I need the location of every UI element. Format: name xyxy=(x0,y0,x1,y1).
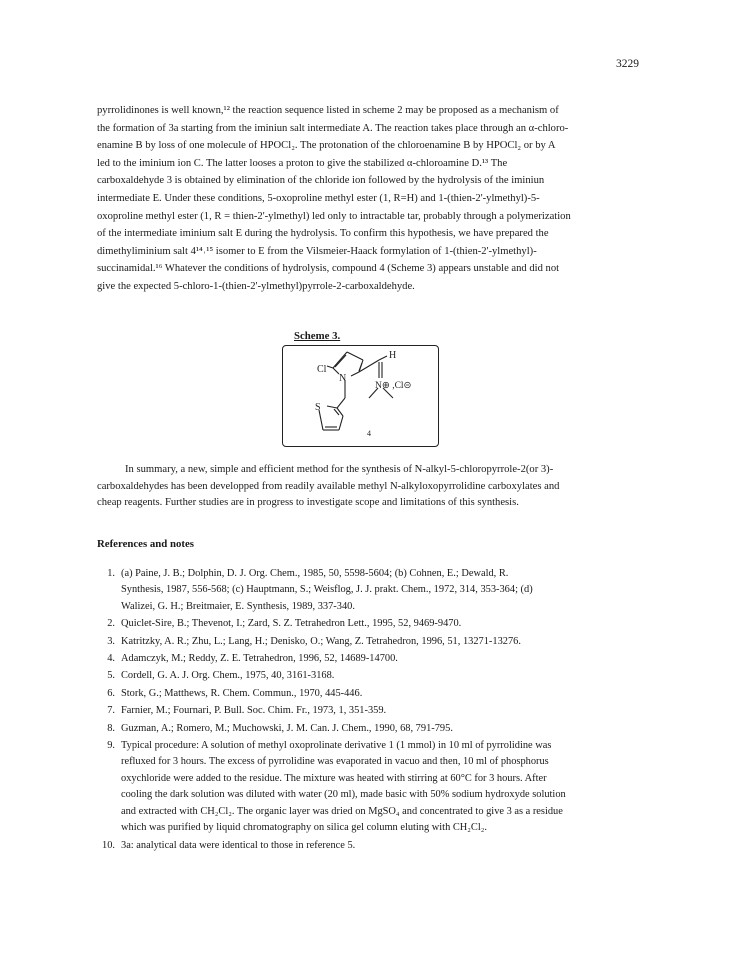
reference-number: 5. xyxy=(107,670,115,682)
body-line: the formation of 3a starting from the iminiun salt intermediate A. The reaction takes place through an α-chloro- xyxy=(97,122,569,134)
summary-line: In summary, a new, simple and efficient method for the synthesis of N-alkyl-5-chloropyrrole-2(or 3)- xyxy=(125,464,554,475)
reference-line: Guzman, A.; Romero, M.; Muchowski, J. M. Can. J. Chem., 1990, 68, 791-795. xyxy=(121,722,453,734)
bond xyxy=(319,410,323,430)
bond xyxy=(339,416,343,430)
bond xyxy=(351,372,359,376)
reference-line: Stork, G.; Matthews, R. Chem. Commun., 1970, 445-446. xyxy=(121,687,363,699)
reference-line: Cordell, G. A. J. Org. Chem., 1975, 40, 3161-3168. xyxy=(121,670,335,682)
chemical-structure xyxy=(283,346,440,448)
reference-line: and extracted with CH₂Cl₂. The organic layer was dried on MgSO₄ and concentrated to give 3 as a residue xyxy=(121,805,563,817)
summary-paragraph xyxy=(97,462,637,512)
reference-item xyxy=(97,721,642,737)
references-list xyxy=(97,566,642,855)
compound-number: 4 xyxy=(367,429,371,438)
reference-number: 2. xyxy=(107,618,115,630)
reference-number: 6. xyxy=(107,687,115,699)
n-atom-label: N xyxy=(339,373,347,384)
body-line: carboxaldehyde 3 is obtained by elimination of the chloride ion followed by the hydrolysis of the iminiun xyxy=(97,175,545,187)
reference-line: Typical procedure: A solution of methyl oxoprolinate derivative 1 (1 mmol) in 10 ml of pyrrolidine was xyxy=(121,740,552,752)
body-line: intermediate E. Under these conditions, 5-oxoproline methyl ester (1, R=H) and 1-(thien-2'-ylmethyl)-5- xyxy=(97,192,540,204)
reference-item xyxy=(97,668,642,684)
summary-line: carboxaldehydes has been developped from readily available methyl N-alkyloxopyrrolidine carboxylates and xyxy=(97,480,560,492)
reference-line: Adamczyk, M.; Reddy, Z. E. Tetrahedron, 1996, 52, 14689-14700. xyxy=(121,653,398,665)
scheme-3-structure xyxy=(282,345,439,447)
iminium-chloride-label: N⊕ ,Cl⊝ xyxy=(375,381,412,391)
bond xyxy=(337,398,345,408)
body-line: of the intermediate iminium salt E during the hydrolysis. To confirm this hypothesis, we have prepared the xyxy=(97,228,549,240)
reference-item xyxy=(97,616,642,632)
body-line: pyrrolidinones is well known,¹² the reaction sequence listed in scheme 2 may be proposed as a mechanism of xyxy=(97,105,559,116)
reference-item xyxy=(97,651,642,667)
reference-number: 8. xyxy=(107,722,115,734)
bond xyxy=(327,366,333,368)
summary-line: cheap reagents. Further studies are in progress to investigate scope and limitations of this synthesis. xyxy=(97,497,519,509)
reference-item xyxy=(97,634,642,650)
reference-number: 10. xyxy=(102,839,115,851)
bond xyxy=(359,363,362,371)
s-atom-label: S xyxy=(315,402,321,413)
reference-line: Quiclet-Sire, B.; Thevenot, I.; Zard, S. Z. Tetrahedron Lett., 1995, 52, 9469-9470. xyxy=(121,618,462,630)
bond xyxy=(337,408,343,416)
reference-number: 3. xyxy=(107,635,115,647)
body-line: enamine B by loss of one molecule of HPOCl₂. The protonation of the chloroenamine B by HPOCl₂ or by A xyxy=(97,140,556,152)
reference-item xyxy=(97,703,642,719)
body-line: succinamidal.¹⁶ Whatever the conditions of hydrolysis, compound 4 (Scheme 3) appears unstable and did not xyxy=(97,263,560,275)
reference-line: 3a: analytical data were identical to those in reference 5. xyxy=(121,839,356,851)
body-line: led to the iminium ion C. The latter looses a proton to give the stabilized α-chloroamine D.¹³ The xyxy=(97,157,508,169)
reference-number: 7. xyxy=(107,705,115,717)
reference-line: Synthesis, 1987, 556-568; (c) Hauptmann, S.; Weisflog, J. J. prakt. Chem., 1972, 314, 353-364; (d) xyxy=(121,584,533,596)
bond xyxy=(333,352,347,368)
reference-number: 1. xyxy=(107,568,115,579)
reference-line: (a) Paine, J. B.; Dolphin, D. J. Org. Chem., 1985, 50, 5598-5604; (b) Cohnen, E.; Dewald, R. xyxy=(121,568,509,579)
reference-number: 4. xyxy=(107,653,115,665)
references-heading: References and notes xyxy=(97,538,194,550)
reference-line: refluxed for 3 hours. The excess of pyrrolidine was evaporated in vacuo and then, 10 ml of phosphorus xyxy=(121,756,549,768)
body-line: give the expected 5-chloro-1-(thien-2'-ylmethyl)pyrrole-2-carboxaldehyde. xyxy=(97,280,415,292)
bond xyxy=(335,355,346,367)
bond xyxy=(347,352,363,360)
reference-number: 9. xyxy=(107,740,115,752)
h-atom-label: H xyxy=(389,350,397,361)
reference-line: Katritzky, A. R.; Zhu, L.; Lang, H.; Denisko, O.; Wang, Z. Tetrahedron, 1996, 51, 13271-13276. xyxy=(121,635,521,647)
page-number: 3229 xyxy=(616,58,639,70)
reference-item xyxy=(97,838,642,854)
body-paragraph xyxy=(97,102,637,296)
body-line: oxoproline methyl ester (1, R = thien-2'-ylmethyl) led only to intractable tar, probably through a polymerization xyxy=(97,210,571,222)
reference-line: Farnier, M.; Fournari, P. Bull. Soc. Chim. Fr., 1973, 1, 351-359. xyxy=(121,705,387,717)
scheme-title: Scheme 3. xyxy=(294,330,341,342)
reference-item xyxy=(97,738,642,836)
body-line: dimethyliminium salt 4¹⁴˒¹⁵ isomer to E from the Vilsmeier-Haack formylation of 1-(thien-2'-ylmethyl)- xyxy=(97,245,537,257)
bond xyxy=(379,356,387,360)
reference-line: cooling the dark solution was diluted with water (20 ml), made basic with 50% sodium hydroxyde solution xyxy=(121,789,566,801)
reference-item xyxy=(97,686,642,702)
reference-line: which was purified by liquid chromatography on silica gel column eluting with CH₂Cl₂. xyxy=(121,822,487,834)
reference-line: oxychloride were added to the residue. The mixture was heated with stirring at 60°C for 3 hours. After xyxy=(121,772,547,784)
bond xyxy=(327,406,337,408)
reference-line: Walizei, G. H.; Breitmaier, E. Synthesis, 1989, 337-340. xyxy=(121,600,355,612)
reference-item xyxy=(97,566,642,615)
cl-atom-label: Cl xyxy=(317,364,327,375)
